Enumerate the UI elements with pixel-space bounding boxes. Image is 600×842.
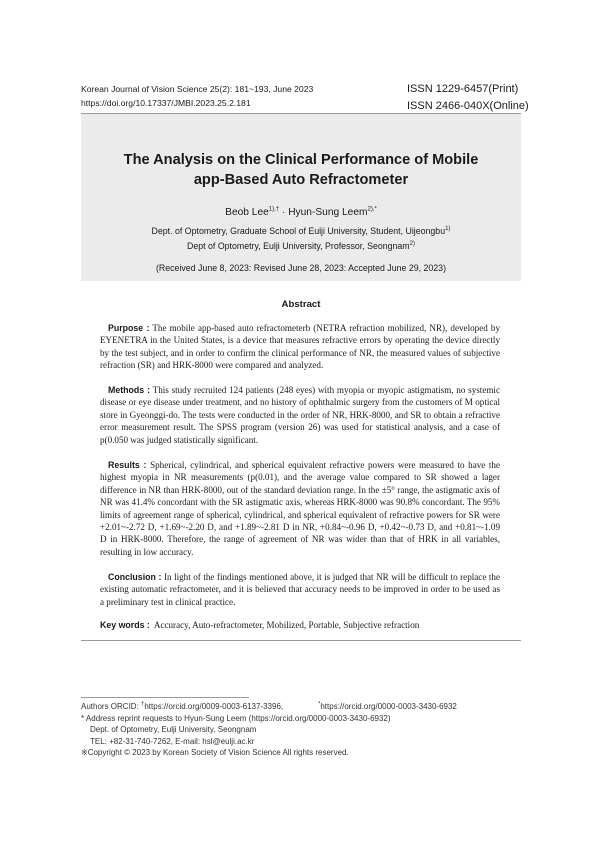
affiliation-1 xyxy=(81,225,521,238)
keywords-text: Accuracy, Auto-refractometer, Mobilized, Portable, Subjective refraction xyxy=(153,620,420,630)
keywords-label: Key words : xyxy=(100,620,150,630)
reprint-text: Address reprint requests to Hyun-Sung Leem (https://orcid.org/0000-0003-3430-6932) xyxy=(85,713,391,723)
conclusion-text: In light of the findings mentioned above, it is judged that NR will be difficult to replace the existing automatic refractometer, and it is believed that accuracy needs to be improved in order to be used as a preliminary test in clinical practice. xyxy=(100,572,500,607)
purpose-label: Purpose : xyxy=(108,323,150,333)
footnote-divider xyxy=(81,697,249,698)
author-list xyxy=(81,206,521,220)
abstract-heading: Abstract xyxy=(281,299,321,310)
author-2-mark: 2),* xyxy=(367,206,377,213)
paper-title xyxy=(81,150,521,190)
received-dates: (Received June 8, 2023: Revised June 28, 2023: Accepted June 29, 2023) xyxy=(155,263,446,273)
footnotes xyxy=(81,701,521,759)
abstract-results xyxy=(100,459,500,558)
orcid-1-mark: † xyxy=(141,701,145,708)
doi-link[interactable]: https://doi.org/10.17337/JMBI.2023.25.2.181 xyxy=(81,98,251,108)
affiliation-2 xyxy=(81,240,521,253)
issn-online: ISSN 2466-040X(Online) xyxy=(407,100,529,112)
abstract-methods xyxy=(100,384,500,446)
author-separator: · xyxy=(279,207,289,218)
affiliation-2-mark: 2) xyxy=(409,241,415,248)
issn-print: ISSN 1229-6457(Print) xyxy=(407,83,519,95)
orcid-2-mark: * xyxy=(318,701,321,708)
affiliation-1-text: Dept. of Optometry, Graduate School of Eulji University, Student, Uijeongbu xyxy=(151,226,446,236)
contact-line: TEL: +82-31-740-7262, E-mail: hsl@eulji.ac.kr xyxy=(90,736,255,746)
title-line-1: The Analysis on the Clinical Performance of Mobile xyxy=(123,152,479,168)
author-2: Hyun-Sung Leem xyxy=(288,207,368,218)
results-text: Spherical, cylindrical, and spherical equivalent refractive powers were measured to have the highest myopia in NR measurements (p(0.01), and the average value compared to SR showed a lager difference in NR than HRK-8000, out of the standard deviation range. In the ±5° range, the astigmatic axis of NR was 41.4% concordant with the SR astigmatic axis, whereas HRK-8000 was 90.8% concordant. The 95% limits of agreement range of spherical, cylindrical, and spherical equivalent of refractive powers for SR were +2.01~-2.72 D, +1.69~-2.20 D, and +1.89~-2.81 D in NR, +0.84~-0.96 D, +0.42~-0.73 D, and +0.81~-1.09 D in HRK-8000. Therefore, the range of agreement of NR was wider than that of HRK in all variables, resulting in low accuracy. xyxy=(100,460,500,557)
reprint-line xyxy=(81,713,521,725)
abstract-conclusion xyxy=(100,571,500,608)
abstract-purpose xyxy=(100,322,500,372)
title-band xyxy=(81,114,521,281)
affiliation-1-mark: 1) xyxy=(445,226,451,233)
orcid-2-link[interactable]: https://orcid.org/0000-0003-3430-6932 xyxy=(320,702,457,711)
keywords-divider xyxy=(81,640,521,641)
orcid-prefix: Authors ORCID: xyxy=(81,702,142,711)
author-1: Beob Lee xyxy=(225,207,269,218)
title-line-2: app-Based Auto Refractometer xyxy=(193,172,409,188)
issn-block xyxy=(407,81,529,115)
results-label: Results : xyxy=(108,460,147,470)
orcid-2-group xyxy=(318,701,457,713)
orcid-1-link[interactable]: https://orcid.org/0009-0003-6137-3396, xyxy=(144,702,284,711)
purpose-text: The mobile app-based auto refractometerb (NETRA refraction mobilized, NR), developed by EYENETRA in the United States, is a device that measures refractive errors by operating the device directly by the test subject, and in order to confirm the clinical performance of NR, the measured values of subjective refraction (SR) and HRK-8000 were compared and analyzed. xyxy=(100,323,500,371)
affiliation-2-text: Dept of Optometry, Eulji University, Professor, Seongnam xyxy=(187,241,410,251)
conclusion-label: Conclusion : xyxy=(108,572,162,582)
journal-header xyxy=(81,82,313,110)
reprint-mark: * xyxy=(81,713,85,723)
dept-line: Dept. of Optometry, Eulji University, Seongnam xyxy=(90,725,257,735)
author-1-mark: 1),† xyxy=(268,206,280,213)
methods-text: This study recruited 124 patients (248 eyes) with myopia or myopic astigmatism, no systemic disease or eye disease under treatment, and no history of ophthalmic surgery from the customers of M optical store in Gyeonggi-do. The tests were conducted in the order of NR, HRK-8000, and SR to obtain a refractive error measurement result. The SPSS program (version 26) was used for statistical analysis, and a case of p(0.050 was judged statistically significant. xyxy=(100,385,500,445)
keywords-line xyxy=(100,620,500,630)
copyright-line: ※Copyright © 2023 by Korean Society of Vision Science All rights reserved. xyxy=(81,748,349,758)
orcid-line xyxy=(81,701,521,713)
methods-label: Methods : xyxy=(108,385,151,395)
journal-citation: Korean Journal of Vision Science 25(2): 181~193, June 2023 xyxy=(81,84,314,94)
